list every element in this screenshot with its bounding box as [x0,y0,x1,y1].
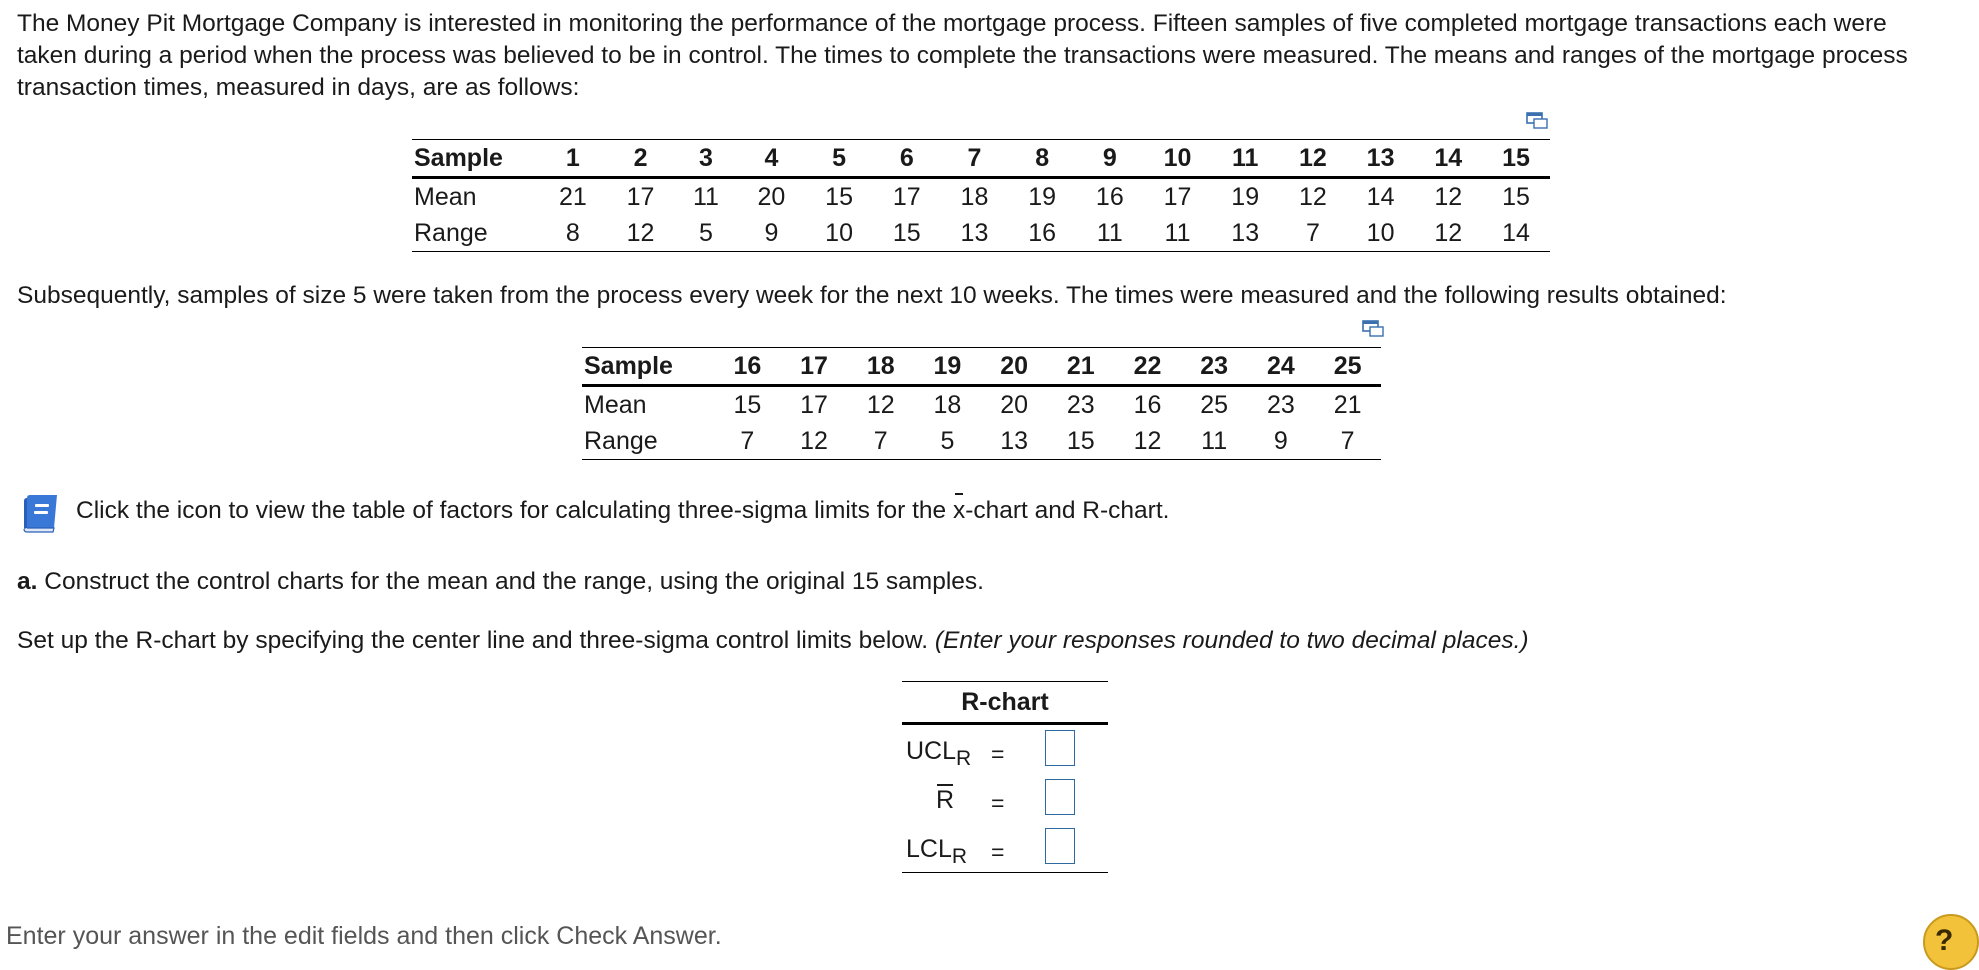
problem-intro: The Money Pit Mortgage Company is interested in monitoring the performance of the mortgage process. Fifteen samples of five completed mortgage transactions each were taken during a period when the process was believed to be in control. The times to complete the transactions were measured. The means and ranges of the mortgage process transaction times, measured in days, are as follows: [17,10,1908,101]
mean-row [582,386,1381,424]
rbar-symbol: R [936,786,955,814]
ucl-row [902,725,1108,774]
mean-value: 16 [1095,182,1124,211]
range-value: 12 [1434,218,1463,247]
sample-header: Sample [584,351,673,380]
sample-number: 21 [1066,351,1095,380]
part-a-label: a. [17,568,38,595]
mean-value: 18 [933,390,962,419]
popup-window-icon[interactable] [1526,112,1548,129]
sample-number: 3 [699,143,713,172]
sample-number: 9 [1102,143,1117,172]
mean-value: 11 [692,182,719,211]
part-a-text [17,567,984,597]
range-value: 13 [1231,218,1260,247]
sample-number: 2 [633,143,648,172]
help-glyph: ? [1935,924,1954,957]
mean-value: 12 [1298,182,1327,211]
range-label: Range [584,426,658,455]
mean-value: 21 [558,182,587,211]
mean-value: 17 [1163,182,1192,211]
sample-number: 5 [832,143,847,172]
mean-value: 17 [892,182,921,211]
sample-number: 25 [1333,351,1362,380]
range-value: 13 [960,218,989,247]
lcl-input[interactable] [1045,828,1075,864]
sample-number: 10 [1163,143,1192,172]
setup-note: (Enter your responses rounded to two decimal places.) [934,627,1529,654]
r-chart-table [902,681,1108,873]
x-bar-symbol: x [952,497,966,524]
mean-value: 25 [1200,390,1229,419]
sample-number: 12 [1298,143,1327,172]
range-value: 8 [565,218,580,247]
factors-prefix: Click the icon to view the table of factors for calculating three-sigma limits for the [76,497,953,524]
range-value: 15 [892,218,921,247]
sample-number: 22 [1133,351,1162,380]
r-chart-title: R-chart [902,682,1108,725]
range-value: 16 [1028,218,1057,247]
sample-number: 7 [967,143,982,172]
factors-instruction [76,496,1169,526]
range-value: 12 [800,426,828,455]
equals-sign: = [991,839,1005,865]
mean-value: 19 [1231,182,1260,211]
part-a-body: Construct the control charts for the mean and the range, using the original 15 samples. [37,568,984,595]
range-value: 5 [699,218,713,247]
sample-number: 24 [1266,351,1295,380]
mean-value: 23 [1066,390,1095,419]
range-value: 11 [1201,426,1228,455]
range-value: 9 [764,218,779,247]
mean-value: 20 [757,182,786,211]
range-row [412,215,1550,252]
mean-label: Mean [584,390,647,419]
table-header-row [412,140,1550,178]
sample-number: 8 [1035,143,1050,172]
ucl-input[interactable] [1045,730,1075,766]
rbar-row [902,774,1108,823]
ucl-label [906,737,971,771]
rbar-label [906,786,954,815]
setup-instruction [17,626,1529,656]
popup-window-icon[interactable] [1362,320,1384,337]
range-value: 13 [1000,426,1028,455]
mean-value: 15 [733,390,762,419]
mean-value: 23 [1266,390,1295,419]
subsequent-samples-table [582,347,1381,460]
mean-value: 15 [825,182,853,211]
lcl-sub: R [951,845,968,868]
mean-value: 17 [800,390,828,419]
mean-value: 12 [1434,182,1463,211]
range-value: 12 [626,218,655,247]
lcl-main: LCL [906,835,952,863]
mean-row [412,178,1550,216]
sample-number: 19 [933,351,962,380]
mean-value: 18 [960,182,989,211]
sample-number: 18 [866,351,895,380]
sample-header: Sample [414,143,503,172]
sample-number: 23 [1200,351,1229,380]
range-value: 9 [1273,426,1288,455]
ucl-sub: R [956,747,972,770]
range-value: 11 [1096,218,1123,247]
lcl-label [906,835,967,869]
subsequent-text: Subsequently, samples of size 5 were taken from the process every week for the next 10 weeks. The times were measured and the following results obtained: [17,282,1727,309]
mean-value: 15 [1502,182,1530,211]
range-label: Range [414,218,488,247]
sample-number: 15 [1502,143,1530,172]
ucl-main: UCL [906,737,957,765]
mean-value: 17 [626,182,655,211]
range-value: 14 [1502,218,1530,247]
rbar-input[interactable] [1045,779,1075,815]
equals-sign: = [991,790,1005,816]
sample-number: 20 [1000,351,1028,380]
factors-suffix: -chart and R-chart. [965,497,1170,524]
range-value: 5 [940,426,955,455]
range-value: 7 [1340,426,1355,455]
range-value: 7 [1305,218,1320,247]
range-value: 7 [740,426,755,455]
range-value: 15 [1066,426,1095,455]
mean-value: 14 [1366,182,1395,211]
lcl-row [902,823,1108,872]
sample-number: 17 [800,351,828,380]
sample-number: 1 [565,143,580,172]
footer-instructions: Enter your answer in the edit fields and then click Check Answer. [6,922,722,950]
mean-value: 21 [1333,390,1362,419]
mean-label: Mean [414,182,477,211]
mean-value: 20 [1000,390,1028,419]
sample-number: 6 [899,143,914,172]
sample-number: 13 [1366,143,1395,172]
range-value: 11 [1164,218,1191,247]
mean-value: 16 [1133,390,1162,419]
mean-value: 12 [866,390,895,419]
sample-number: 4 [764,143,779,172]
range-value: 10 [1366,218,1395,247]
setup-text: Set up the R-chart by specifying the center line and three-sigma control limits below. [17,627,935,654]
range-row [582,423,1381,460]
range-value: 7 [873,426,888,455]
original-samples-table [412,139,1550,252]
help-icon[interactable] [1923,914,1979,970]
book-icon[interactable] [19,492,63,534]
sample-number: 16 [733,351,762,380]
range-value: 12 [1133,426,1162,455]
range-value: 10 [825,218,853,247]
table-header-row [582,348,1381,386]
equals-sign: = [991,741,1005,767]
sample-number: 11 [1231,143,1259,172]
mean-value: 19 [1028,182,1057,211]
sample-number: 14 [1434,143,1463,172]
